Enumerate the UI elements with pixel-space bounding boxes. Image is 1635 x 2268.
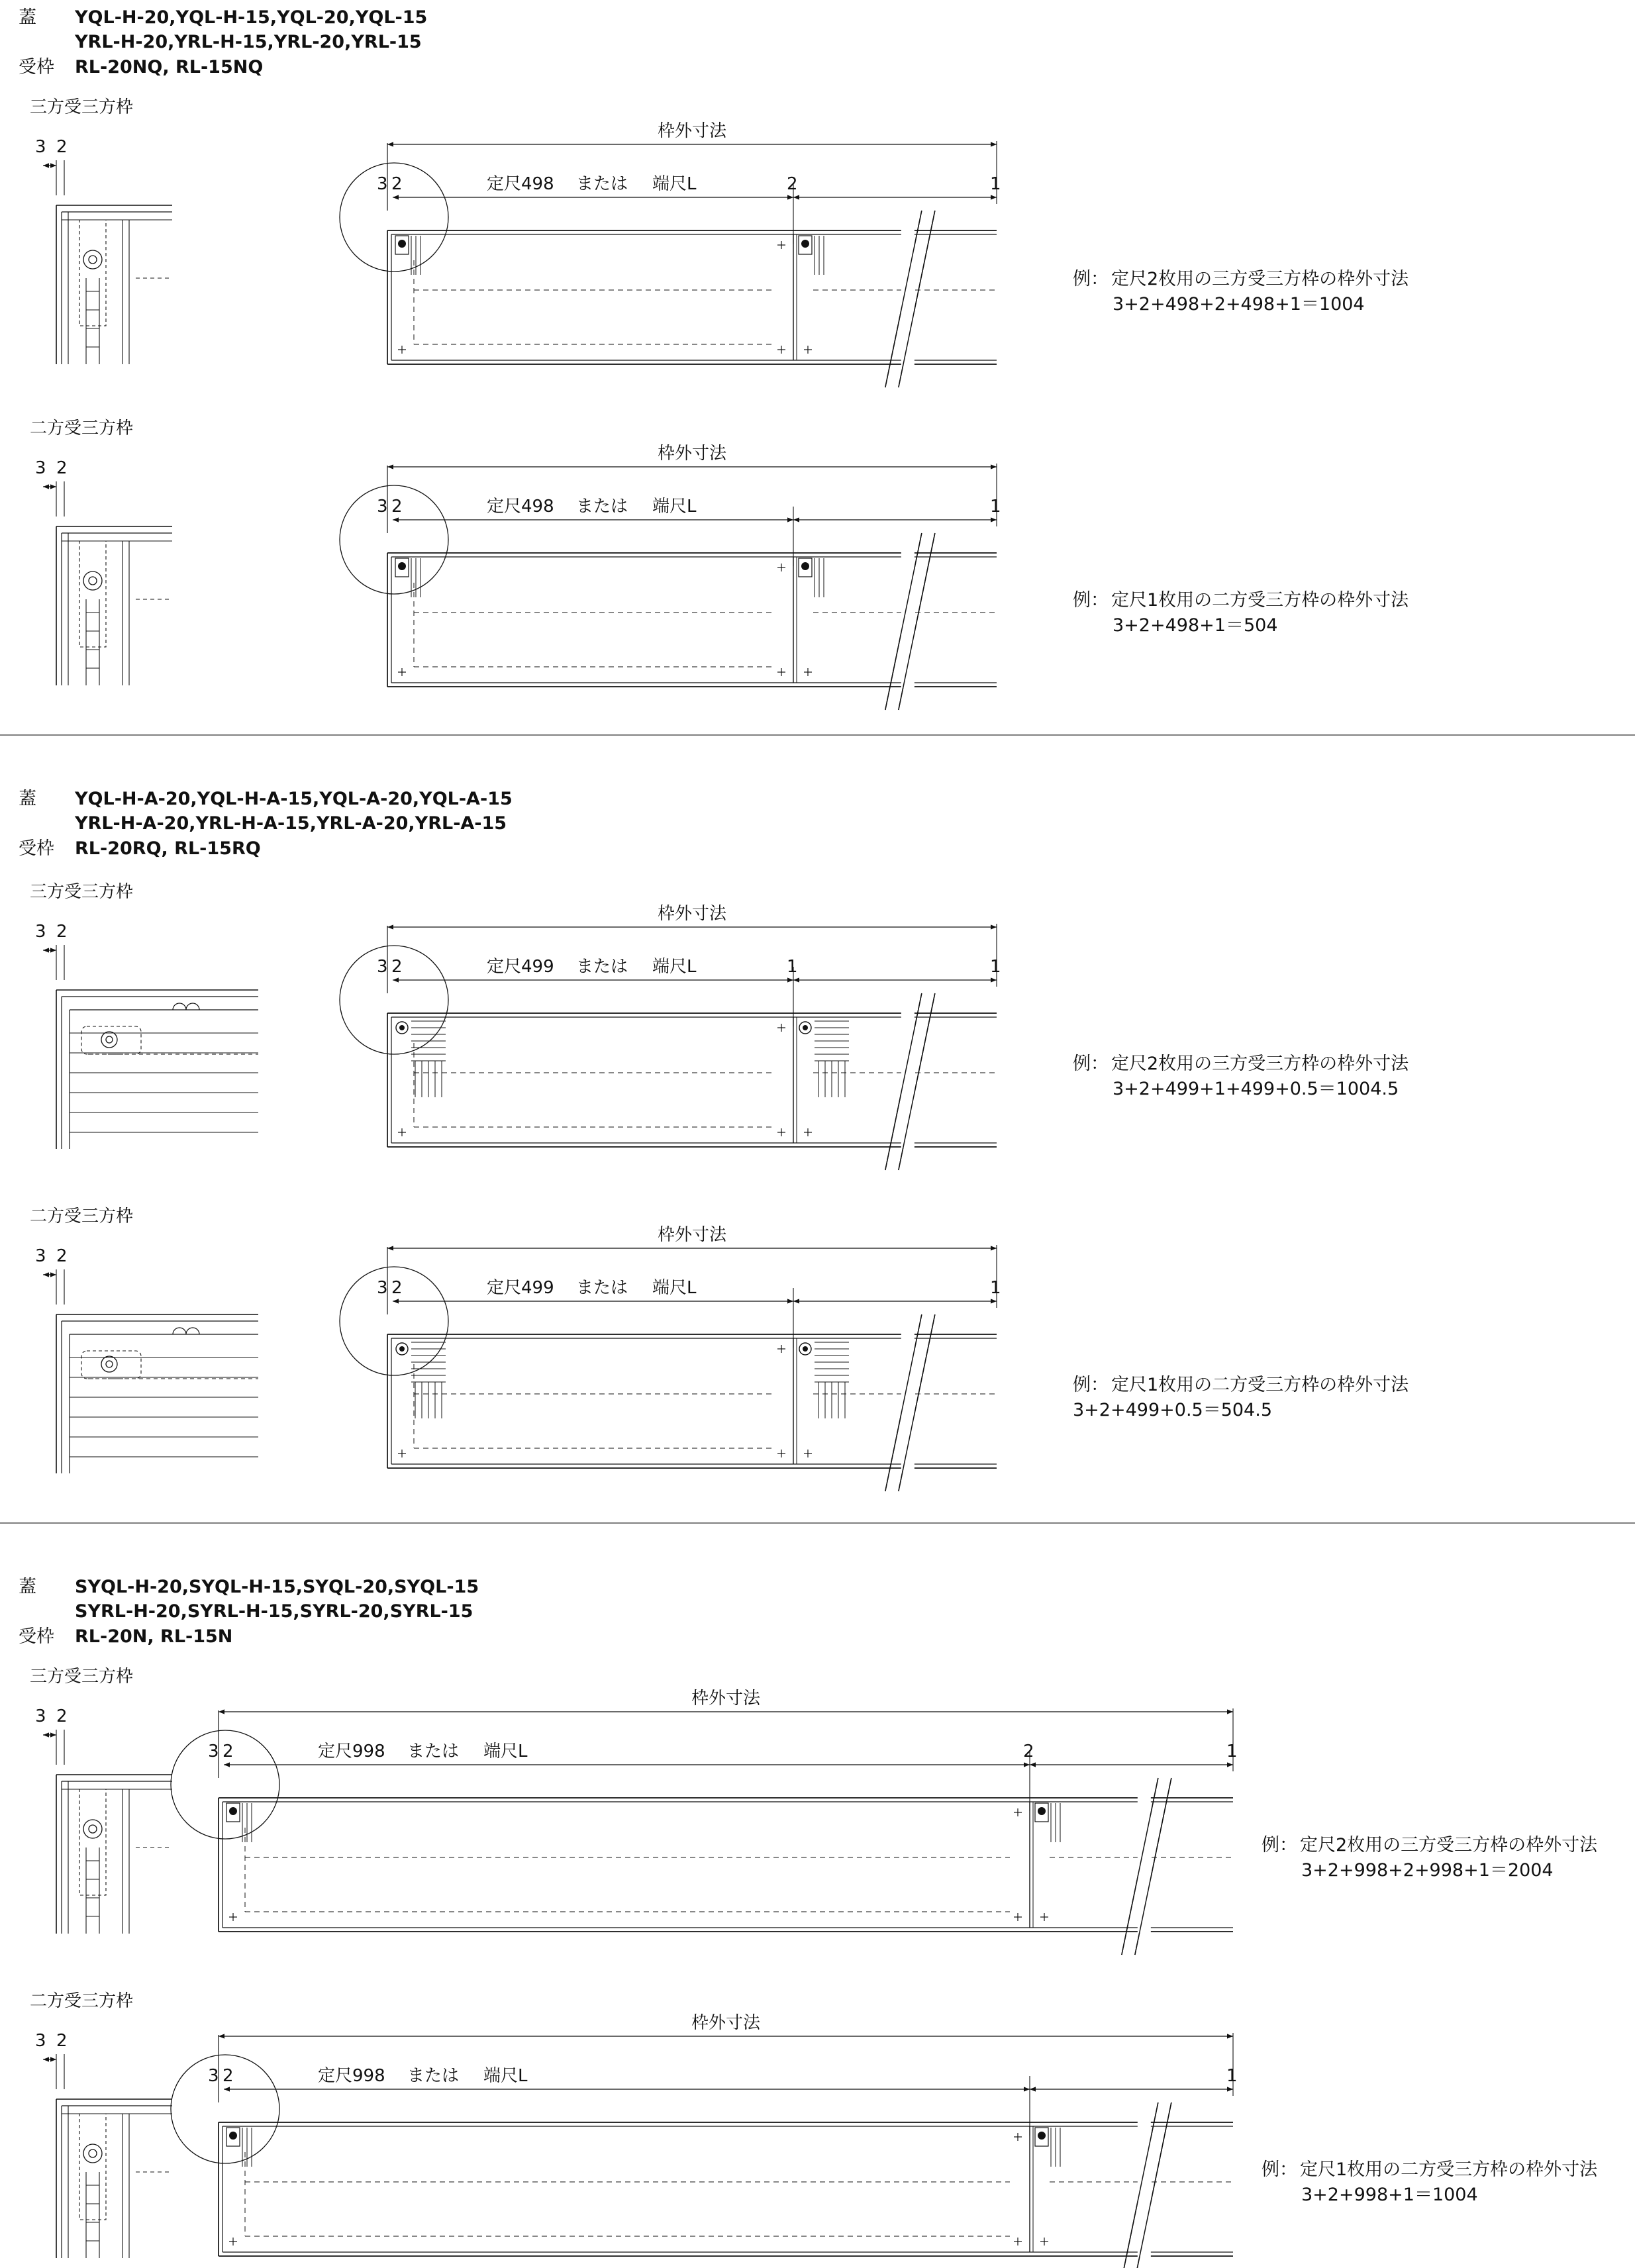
frame-models: RL-20N, RL-15N <box>75 1626 233 1647</box>
section-3 <box>19 1577 1598 2268</box>
diagram-2-2 <box>30 1207 1409 1491</box>
overall-dimension-label: 枠外寸法 <box>657 904 727 924</box>
frame-label: 受枠 <box>19 1626 54 1647</box>
dim-2: 2 <box>56 2031 68 2051</box>
diagram-1-1 <box>30 97 1409 387</box>
detail-title: 三方受三方枠 <box>30 882 134 902</box>
dim-2: 2 <box>223 1742 234 1761</box>
bolt-icon <box>101 1356 117 1372</box>
example-title: 定尺1枚用の二方受三方枠の枠外寸法 <box>1111 1375 1409 1395</box>
lid-label: 蓋 <box>19 1577 36 1597</box>
end-gap-label: 1 <box>990 1278 1001 1298</box>
dim-2: 2 <box>391 174 403 194</box>
bolt-icon <box>89 2149 97 2157</box>
end-gap-label: 1 <box>1226 2066 1238 2086</box>
bolt-icon <box>89 256 97 264</box>
break-gap <box>901 1012 915 1148</box>
bolt-icon <box>89 1825 97 1833</box>
bolt-icon <box>83 571 102 590</box>
overall-dimension-label: 枠外寸法 <box>657 121 727 141</box>
bolt-icon <box>83 250 102 269</box>
lid-models-line2: YRL-H-20,YRL-H-15,YRL-20,YRL-15 <box>75 32 422 52</box>
bolt-icon <box>398 562 406 570</box>
frame-label: 受枠 <box>19 838 54 859</box>
detail-title: 三方受三方枠 <box>30 97 134 117</box>
diagram-2-1 <box>30 882 1409 1170</box>
dim-3: 3 <box>377 957 388 977</box>
break-gap <box>1138 2121 1151 2257</box>
bolt-outline <box>81 1351 141 1379</box>
std-dimension-label <box>487 174 697 194</box>
example-formula: 3+2+499+1+499+0.5＝1004.5 <box>1113 1079 1399 1099</box>
lid-models-line1: YQL-H-A-20,YQL-H-A-15,YQL-A-20,YQL-A-15 <box>75 789 513 809</box>
mid-gap-label: 2 <box>1023 1742 1034 1761</box>
bolt-icon <box>106 1361 113 1367</box>
bolt-icon <box>803 1025 808 1030</box>
example-title: 定尺1枚用の二方受三方枠の枠外寸法 <box>1111 590 1409 611</box>
dim-3: 3 <box>35 137 46 157</box>
overall-dimension-label: 枠外寸法 <box>691 2013 761 2033</box>
overall-dimension-label: 枠外寸法 <box>657 1225 727 1245</box>
or-label: または <box>576 174 628 194</box>
dim-3: 3 <box>208 1742 219 1761</box>
example-title: 定尺1枚用の二方受三方枠の枠外寸法 <box>1300 2159 1598 2180</box>
bolt-icon <box>801 240 809 248</box>
bolt-icon <box>89 577 97 585</box>
end-size-label: 端尺L <box>652 497 697 517</box>
or-label: または <box>576 957 628 977</box>
break-gap <box>901 229 915 366</box>
bolt-icon <box>1038 2132 1046 2140</box>
dim-2: 2 <box>223 2066 234 2086</box>
example-formula: 3+2+499+0.5＝504.5 <box>1073 1400 1272 1420</box>
bolt-icon <box>803 1346 808 1352</box>
end-gap-label: 1 <box>990 957 1001 977</box>
bolt-icon <box>399 1346 405 1352</box>
dim-2: 2 <box>391 497 403 517</box>
dim-3: 3 <box>35 458 46 478</box>
example-formula: 3+2+498+2+498+1＝1004 <box>1113 294 1365 315</box>
end-gap-label: 1 <box>990 174 1001 194</box>
end-size-label: 端尺L <box>652 957 697 977</box>
dim-3: 3 <box>377 497 388 517</box>
overall-dimension-label: 枠外寸法 <box>657 444 727 464</box>
end-size-label: 端尺L <box>483 1742 528 1761</box>
dim-3: 3 <box>35 1246 46 1266</box>
example-prefix: 例： <box>1073 1375 1109 1395</box>
example-formula: 3+2+998+1＝1004 <box>1301 2185 1478 2205</box>
lid-label: 蓋 <box>19 789 36 809</box>
frame-models: RL-20RQ, RL-15RQ <box>75 838 261 859</box>
dim-2: 2 <box>56 922 68 942</box>
end-gap-label: 1 <box>1226 1742 1238 1761</box>
break-gap <box>901 552 915 688</box>
dim-2: 2 <box>56 137 68 157</box>
dim-3: 3 <box>35 1706 46 1726</box>
detail-title: 二方受三方枠 <box>30 1991 134 2011</box>
example-prefix: 例： <box>1073 1054 1109 1074</box>
dim-3: 3 <box>35 2031 46 2051</box>
bolt-outline <box>81 1026 141 1054</box>
section-2 <box>0 789 1635 1523</box>
bolt-icon <box>106 1036 113 1043</box>
or-label: または <box>576 497 628 517</box>
bolt-icon <box>1038 1807 1046 1815</box>
hinge-icon <box>173 1003 199 1010</box>
std-size-label: 定尺499 <box>487 957 554 977</box>
or-label: または <box>576 1278 628 1298</box>
std-size-label: 定尺499 <box>487 1278 554 1298</box>
example-title: 定尺2枚用の三方受三方枠の枠外寸法 <box>1300 1835 1598 1855</box>
lid-label: 蓋 <box>19 7 36 28</box>
std-dimension-label <box>487 957 697 977</box>
break-gap <box>1138 1797 1151 1933</box>
diagram-3-2 <box>30 1991 1598 2268</box>
std-dimension-label <box>318 2066 528 2086</box>
dim-2: 2 <box>391 1278 403 1298</box>
frame-models: RL-20NQ, RL-15NQ <box>75 57 264 77</box>
lid-models-line1: SYQL-H-20,SYQL-H-15,SYQL-20,SYQL-15 <box>75 1577 479 1597</box>
end-size-label: 端尺L <box>483 2066 528 2086</box>
dim-2: 2 <box>56 1246 68 1266</box>
std-size-label: 定尺998 <box>318 2066 385 2086</box>
end-size-label: 端尺L <box>652 174 697 194</box>
example-formula: 3+2+498+1＝504 <box>1113 615 1278 636</box>
bolt-icon <box>83 1820 102 1838</box>
or-label: または <box>407 1742 460 1761</box>
lid-models-line2: YRL-H-A-20,YRL-H-A-15,YRL-A-20,YRL-A-15 <box>75 813 507 834</box>
bolt-icon <box>229 2132 237 2140</box>
detail-title: 二方受三方枠 <box>30 1207 134 1226</box>
mid-gap-label: 2 <box>787 174 798 194</box>
dim-2: 2 <box>391 957 403 977</box>
dim-3: 3 <box>35 922 46 942</box>
end-gap-label: 1 <box>990 497 1001 517</box>
dim-3: 3 <box>377 1278 388 1298</box>
std-dimension-label <box>318 1742 528 1761</box>
lid-models-line2: SYRL-H-20,SYRL-H-15,SYRL-20,SYRL-15 <box>75 1601 473 1622</box>
example-formula: 3+2+998+2+998+1＝2004 <box>1301 1860 1554 1881</box>
std-dimension-label <box>487 497 697 517</box>
dim-3: 3 <box>208 2066 219 2086</box>
break-gap <box>901 1333 915 1469</box>
dim-3: 3 <box>377 174 388 194</box>
example-prefix: 例： <box>1073 269 1109 289</box>
std-size-label: 定尺498 <box>487 174 554 194</box>
mid-gap-label: 1 <box>787 957 798 977</box>
lid-models-line1: YQL-H-20,YQL-H-15,YQL-20,YQL-15 <box>75 7 428 28</box>
std-size-label: 定尺998 <box>318 1742 385 1761</box>
section-1 <box>0 7 1635 735</box>
bolt-icon <box>398 240 406 248</box>
dim-2: 2 <box>56 1706 68 1726</box>
std-size-label: 定尺498 <box>487 497 554 517</box>
example-prefix: 例： <box>1262 2159 1297 2180</box>
bolt-icon <box>399 1025 405 1030</box>
diagram-3-1 <box>30 1667 1598 1955</box>
diagram-1-2 <box>30 419 1409 710</box>
end-size-label: 端尺L <box>652 1278 697 1298</box>
or-label: または <box>407 2066 460 2086</box>
bolt-icon <box>229 1807 237 1815</box>
example-title: 定尺2枚用の三方受三方枠の枠外寸法 <box>1111 269 1409 289</box>
bolt-icon <box>801 562 809 570</box>
hinge-icon <box>173 1328 199 1334</box>
example-prefix: 例： <box>1073 590 1109 611</box>
bolt-icon <box>83 2144 102 2163</box>
overall-dimension-label: 枠外寸法 <box>691 1689 761 1708</box>
example-title: 定尺2枚用の三方受三方枠の枠外寸法 <box>1111 1054 1409 1074</box>
bolt-icon <box>101 1032 117 1048</box>
detail-title: 二方受三方枠 <box>30 419 134 438</box>
detail-title: 三方受三方枠 <box>30 1667 134 1687</box>
example-prefix: 例： <box>1262 1835 1297 1855</box>
std-dimension-label <box>487 1278 697 1298</box>
dim-2: 2 <box>56 458 68 478</box>
frame-label: 受枠 <box>19 57 54 77</box>
